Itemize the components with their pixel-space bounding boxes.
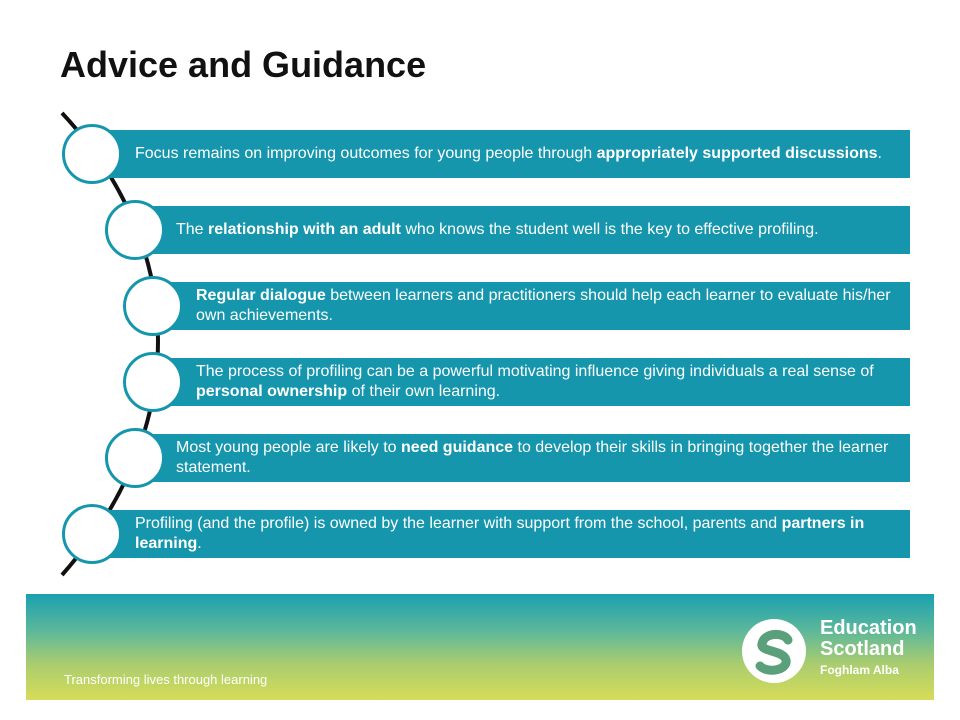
item-text-segment: who knows the student well is the key to effective profiling. [400,221,819,238]
item-text [176,220,819,240]
education-scotland-logo-icon [740,616,810,686]
item-text [196,286,902,326]
item-bullet-circle-5 [105,428,165,488]
item-text-segment: Most young people are likely to [176,439,402,456]
logo-line-3: Foghlam Alba [820,663,899,677]
item-emphasis: partners in learning [135,515,865,552]
page-title: Advice and Guidance [60,44,427,85]
item-text-segment: between learners and practitioners should help each learner to evaluate his/her own achievements. [196,287,891,324]
item-text-segment: Profiling (and the profile) is owned by the learner with support from the school, parents and [135,515,782,532]
item-text-segment: The process of profiling can be a powerful motivating influence giving individuals a real sense of [196,363,874,380]
item-bar-6 [90,510,910,558]
item-text [135,144,882,164]
item-text-segment: Focus remains on improving outcomes for young people through [135,145,597,162]
item-text [176,438,902,478]
logo-line-2: Scotland [820,638,905,660]
item-bullet-circle-6 [62,504,122,564]
item-text-segment: The [176,221,209,238]
education-scotland-logo [740,616,930,686]
item-emphasis: appropriately supported discussions [596,145,878,162]
item-emphasis: Regular dialogue [196,287,326,304]
item-bar-3 [155,282,910,330]
item-emphasis: personal ownership [196,383,348,400]
item-bar-2 [135,206,910,254]
footer-banner [26,594,934,700]
item-text [196,362,902,402]
item-emphasis: relationship with an adult [208,221,401,238]
item-text-segment: to develop their skills in bringing together the learner statement. [176,439,889,476]
item-bullet-circle-2 [105,200,165,260]
item-text-segment: of their own learning. [347,383,501,400]
item-bar-1 [90,130,910,178]
item-text-segment: . [197,535,202,552]
item-bullet-circle-4 [123,352,183,412]
item-bar-4 [155,358,910,406]
item-text [135,514,902,554]
footer-tagline: Transforming lives through learning [64,672,268,687]
item-text-segment: . [877,145,882,162]
item-bar-5 [135,434,910,482]
logo-line-1: Education [820,617,917,639]
item-bullet-circle-1 [62,124,122,184]
item-bullet-circle-3 [123,276,183,336]
item-emphasis: need guidance [401,439,514,456]
